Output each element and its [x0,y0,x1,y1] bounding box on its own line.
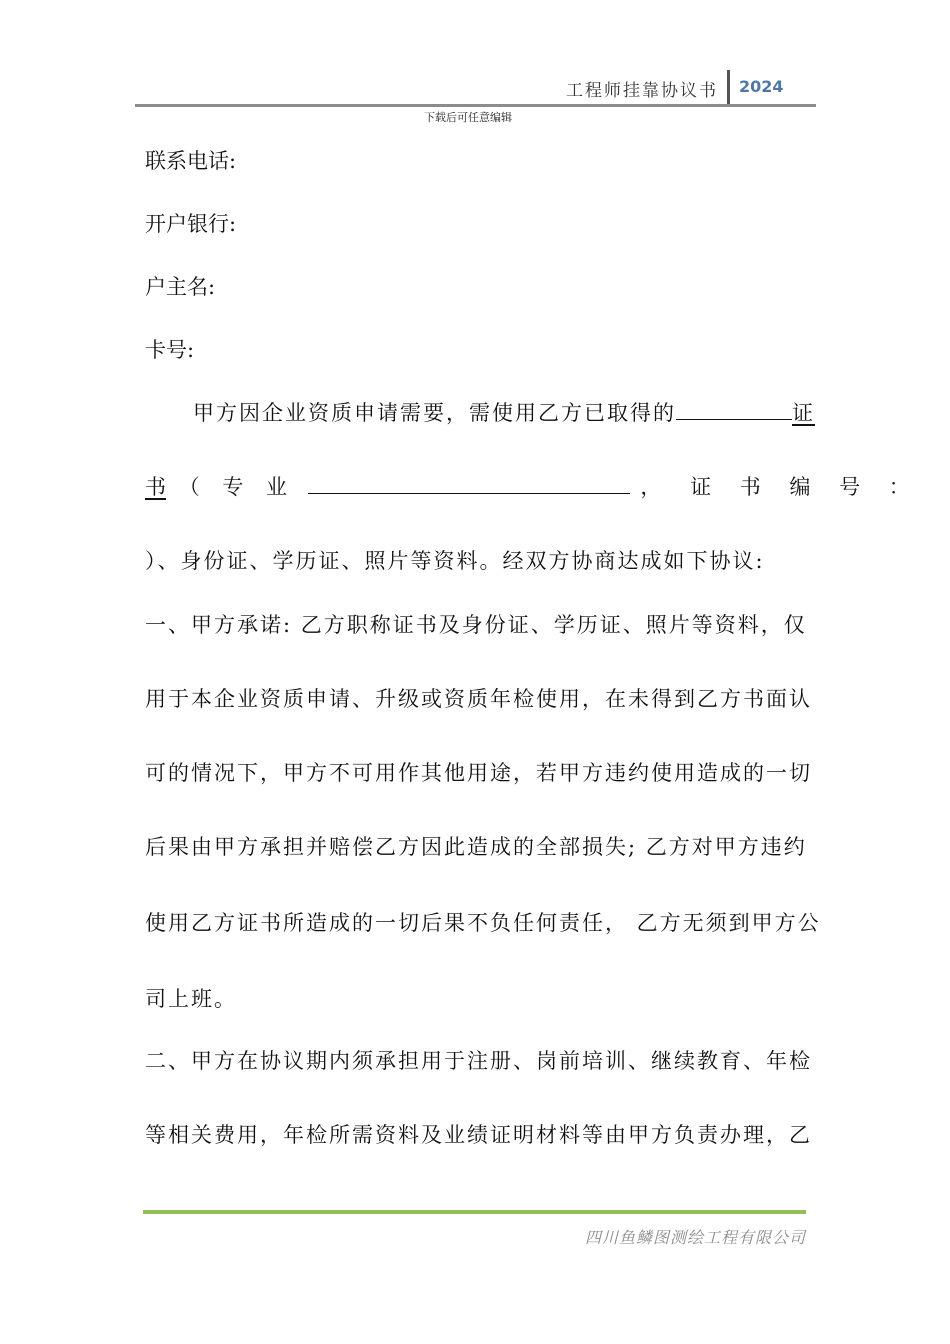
clause1-line-5: 使用乙方证书所造成的一切后果不负任何责任， 乙方无须到甲方公 [145,911,821,935]
footer-rule [143,1210,806,1214]
clause1-line-1: 一、甲方承诺: 乙方职称证书及身份证、学历证、照片等资料，仅 [145,613,807,637]
clause1-line-6: 司上班。 [145,987,237,1011]
footer-company: 四川鱼鳞图测绘工程有限公司 [584,1228,806,1247]
header-rule [135,104,816,107]
header-divider [727,70,730,104]
clause2-line-2: 等相关费用，年检所需资料及业绩证明材料等由甲方负责办理，乙 [145,1123,812,1147]
field-phone: 联系电话: [145,149,237,173]
intro-text: 甲方因企业资质申请需要，需使用乙方已取得的 [193,401,676,425]
download-note: 下载后可任意编辑 [424,111,512,124]
intro-line-3: ）、身份证、学历证、照片等资料。经双方协商达成如下协议: [145,549,765,573]
clause1-line-4: 后果由甲方承担并赔偿乙方因此造成的全部损失; 乙方对甲方违约 [145,835,807,859]
clause2-line-1: 二、甲方在协议期内须承担用于注册、岗前培训、继续教育、年检 [145,1049,812,1073]
certificate-blank [676,397,792,420]
field-account-name: 户主名: [145,275,216,299]
intro-cert-char: 证 [792,401,815,425]
clause1-line-2: 用于本企业资质申请、升级或资质年检使用，在未得到乙方书面认 [145,687,812,711]
header-year: 2024 [739,77,784,96]
field-bank: 开户银行: [145,212,237,236]
major-blank [308,471,630,494]
intro-cert-number-label: ， 证 书 编 号 ： [640,475,921,499]
intro-line-1 [193,397,815,427]
clause1-line-3: 可的情况下，甲方不可用作其他用途，若甲方违约使用造成的一切 [145,761,812,785]
field-card: 卡号: [145,338,195,362]
intro-line-2 [145,471,921,501]
intro-major-label: （ 专 业 [178,475,296,499]
header-title: 工程师挂靠协议书 [566,81,718,101]
intro-book-char: 书 [145,475,166,499]
